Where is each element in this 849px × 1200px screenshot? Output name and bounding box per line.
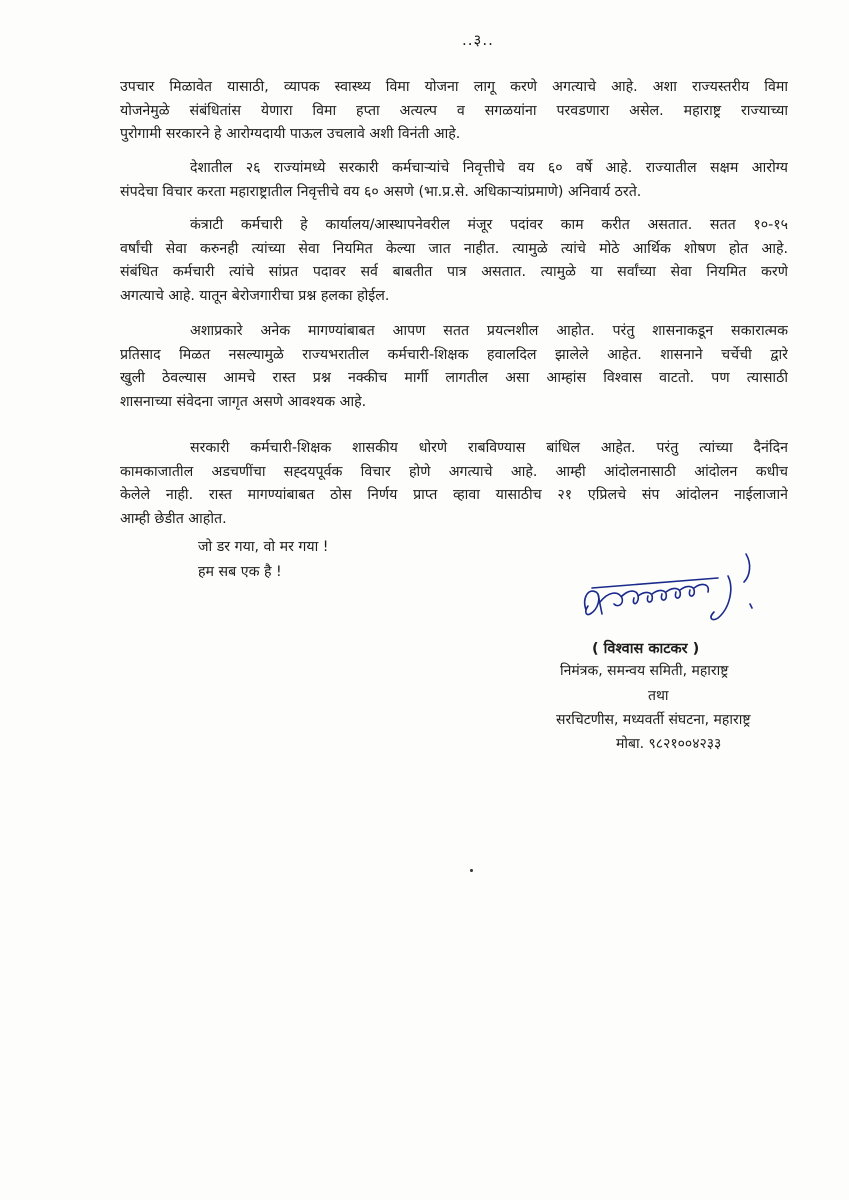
- page-mark: [470, 869, 473, 872]
- signatory-conjunction: तथा: [648, 688, 669, 704]
- paragraph-line: पुरोगामी सरकारने हे आरोग्यदायी पाऊल उचलावे अशी विनंती आहे.: [120, 126, 461, 142]
- slogan: हम सब एक है !: [198, 564, 282, 580]
- paragraph-line: शासनाच्या संवेदना जागृत असणे आवश्यक आहे.: [120, 393, 367, 410]
- paragraph-line: योजनेमुळे संबंधितांस येणारा विमा हप्ता अत्यल्प व सगळयांना परवडणारा असेल. महाराष्ट्र राज्याच्या: [120, 102, 788, 119]
- page-number: ..३..: [462, 31, 494, 49]
- paragraph-line: सरकारी कर्मचारी-शिक्षक शासकीय धोरणे राबविण्यास बांधिल आहेत. परंतु त्यांच्या दैनंदिन: [190, 440, 788, 456]
- paragraph-line: संपदेचा विचार करता महाराष्ट्रातील निवृत्तीचे वय ६० असणे (भा.प्र.से. अधिकाऱ्यांप्रमाणे) अनिवार्य ठरते.: [120, 183, 642, 200]
- paragraph-line: प्रतिसाद मिळत नसल्यामुळे राज्यभरातील कर्मचारी-शिक्षक हवालदिल झालेले आहेत. शासनाने चर्चेची द्वारे: [120, 346, 788, 363]
- paragraph-line: संबंधित कर्मचारी त्यांचे सांप्रत पदावर सर्व बाबतीत पात्र असतात. त्यामुळे या सर्वांच्या सेवा नियमित करणे: [120, 264, 788, 280]
- handwritten-signature: [578, 548, 778, 638]
- signatory-role: सरचिटणीस, मध्यवर्ती संघटना, महाराष्ट्र: [556, 712, 751, 728]
- paragraph-strike-notice: [120, 437, 788, 531]
- paragraph-line: देशातील २६ राज्यांमध्ये सरकारी कर्मचाऱ्यांचे निवृत्तीचे वय ६० वर्षे आहे. राज्यातील सक्षम आरोग्य: [190, 160, 788, 176]
- paragraph-line: केलेले नाही. रास्त मागण्यांबाबत ठोस निर्णय प्राप्त व्हावा यासाठीच २१ एप्रिलचे संप आंदोलन नाईलाजाने: [120, 487, 788, 503]
- paragraph-contract-employees: [120, 214, 788, 308]
- paragraph-line: कामकाजातील अडचणींचा सह्दयपूर्वक विचार होणे अगत्याचे आहे. आम्ही आंदोलनासाठी आंदोलन कधीच: [120, 463, 788, 480]
- paragraph-line: अशाप्रकारे अनेक मागण्यांबाबत आपण सतत प्रयत्नशील आहोत. परंतु शासनाकडून सकारात्मक: [190, 323, 788, 339]
- paragraph-line: अगत्याचे आहे. यातून बेरोजगारीचा प्रश्न हलका होईल.: [120, 287, 390, 304]
- paragraph-line: वर्षांची सेवा करुनही त्यांच्या सेवा नियमित केल्या जात नाहीत. त्यामुळे त्यांचे मोठे आर्थिक शोषण होत आहे.: [120, 240, 788, 257]
- paragraph-line: खुली ठेवल्यास आमचे रास्त प्रश्न नक्कीच मार्गी लागतील असा आम्हांस विश्वास वाटतो. पण त्यासाठी: [120, 370, 788, 386]
- paragraph-retirement-age: [120, 157, 788, 204]
- slogan: जो डर गया, वो मर गया !: [198, 539, 329, 555]
- paragraph-demands: [120, 320, 788, 414]
- paragraph-line: आम्ही छेडीत आहोत.: [120, 510, 227, 527]
- signatory-name: ( विश्वास काटकर ): [592, 641, 700, 657]
- paragraph-health-insurance: [120, 76, 788, 147]
- signatory-role: निमंत्रक, समन्वय समिती, महाराष्ट्र: [560, 663, 729, 679]
- signatory-phone: मोबा. ९८२१००४२३३: [616, 736, 722, 752]
- paragraph-line: उपचार मिळावेत यासाठी, व्यापक स्वास्थ्य विमा योजना लागू करणे अगत्याचे आहे. अशा राज्यस्तरीय विमा: [120, 79, 788, 95]
- paragraph-line: कंत्राटी कर्मचारी हे कार्यालय/आस्थापनेवरील मंजूर पदांवर काम करीत असतात. सतत १०-१५: [190, 217, 788, 233]
